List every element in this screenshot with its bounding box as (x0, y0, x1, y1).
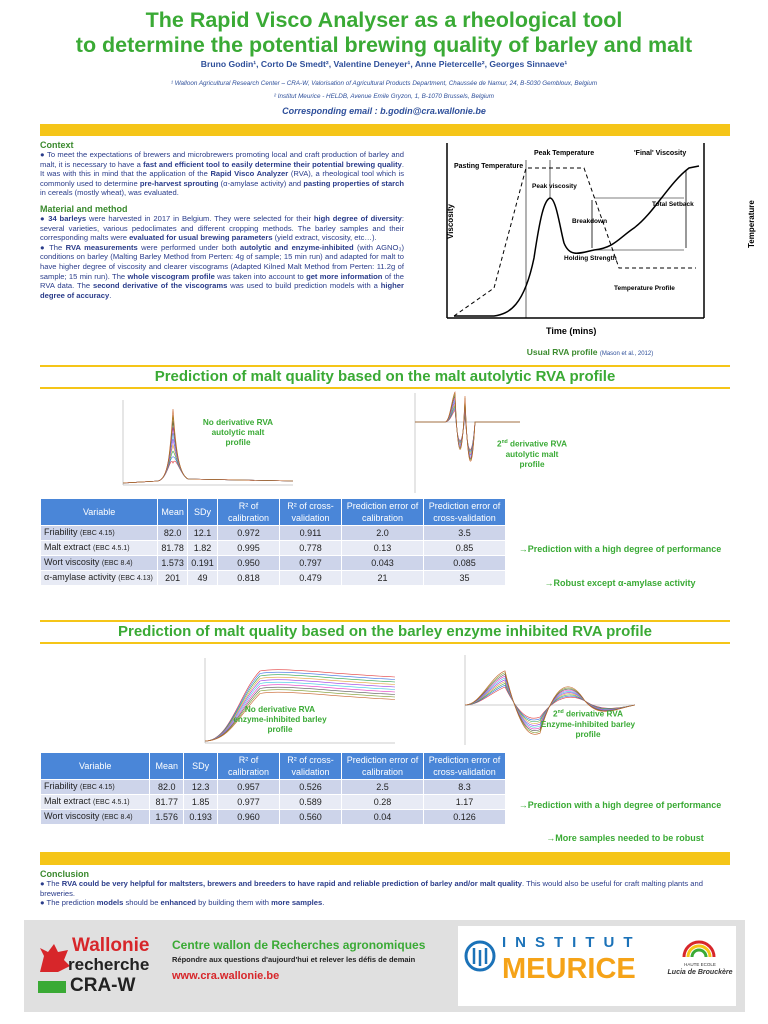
x-axis-label: Time (mins) (546, 326, 597, 336)
variable-cell: α-amylase activity (EBC 4.13) (41, 571, 158, 586)
section2-table (40, 752, 506, 825)
variable-cell: Wort viscosity (EBC 8.4) (41, 556, 158, 571)
title-line-1: The Rapid Visco Analyser as a rheological tool (145, 8, 623, 32)
value-cell: 0.043 (342, 556, 424, 571)
value-cell: 0.977 (218, 795, 280, 810)
methods-text-2: ● The RVA measurements were performed under both autolytic and enzyme-inhibited (with AGNO₃) conditions on barley (Malting Barley Method from Perten: 4g of sample; 15 min run) and adapted for malt to have higher degree of viscosity and clearer viscograms (Adapted Kilned Malt Method from Perten: 11.2g of sample; 15 min run). The whole viscogram profile was taken into account to get more information of the RVA data. The second derivative of the viscograms was used to build prediction models with a higher degree of accuracy. (40, 242, 405, 300)
title-line-2: to determine the potential brewing quality of barley and malt (75, 33, 693, 57)
s1-header: Variable (41, 499, 158, 526)
section2-label-left: No derivative RVA enzyme-inhibited barley profile (233, 705, 327, 734)
label-peak-temp: Peak Temperature (534, 150, 595, 157)
value-cell: 0.589 (280, 795, 342, 810)
value-cell: 82.0 (150, 780, 184, 795)
s1-header: Prediction error of cross-validation (424, 499, 506, 526)
section2-label-right: 2nd derivative RVA Enzyme-inhibited barley profile (540, 709, 636, 739)
s2-header: R² of cross-validation (280, 753, 342, 780)
s2-row (41, 795, 506, 810)
rva-profile-caption: Usual RVA profile (Mason et al., 2012) (526, 347, 654, 357)
s2-header: R² of calibration (218, 753, 280, 780)
value-cell: 12.3 (184, 780, 218, 795)
variable-cell: Malt extract (EBC 4.5.1) (41, 541, 158, 556)
label-breakdown: Breakdown (572, 218, 608, 225)
section1-conclusion-1: →Prediction with a high degree of performance (518, 544, 722, 554)
rooster-icon (36, 942, 72, 976)
section2-conclusion-2: →More samples needed to be robust (546, 833, 704, 843)
section1-table (40, 498, 506, 586)
value-cell: 0.957 (218, 780, 280, 795)
s2-header: Prediction error of cross-validation (424, 753, 506, 780)
value-cell: 201 (158, 571, 188, 586)
value-cell: 0.085 (424, 556, 506, 571)
value-cell: 1.576 (150, 810, 184, 825)
label-holding-strength: Holding Strength (564, 255, 617, 262)
value-cell: 0.995 (218, 541, 280, 556)
section2-conclusion-1: →Prediction with a high degree of performance (518, 800, 722, 810)
value-cell: 1.17 (424, 795, 506, 810)
s1-row (41, 541, 506, 556)
y2-axis-label: Temperature (747, 200, 756, 248)
variable-cell: Friability (EBC 4.15) (41, 526, 158, 541)
spectrum-trace (123, 445, 293, 483)
s2-header: Mean (150, 753, 184, 780)
value-cell: 3.5 (424, 526, 506, 541)
value-cell: 0.191 (188, 556, 218, 571)
value-cell: 1.573 (158, 556, 188, 571)
logo-craw: CRA-W (70, 975, 136, 996)
logo-recherche: recherche (68, 955, 150, 974)
section1-conclusion-2: →Robust except α-amylase activity (544, 578, 696, 588)
s1-header: SDy (188, 499, 218, 526)
spectrum-trace (123, 451, 293, 483)
context-heading: Context (40, 140, 74, 150)
value-cell: 0.04 (342, 810, 424, 825)
value-cell: 0.28 (342, 795, 424, 810)
value-cell: 2.5 (342, 780, 424, 795)
s1-row (41, 571, 506, 586)
value-cell: 8.3 (424, 780, 506, 795)
conclusion-text-2: ● The prediction models should be enhanced by building them with more samples. (40, 898, 325, 908)
value-cell: 82.0 (158, 526, 188, 541)
footer-tagline: Répondre aux questions d'aujourd'hui et relever les défis de demain (172, 955, 416, 964)
craw-leaf-icon (38, 981, 66, 993)
conclusion-block (40, 869, 730, 908)
context-text: ● To meet the expectations of brewers and microbrewers promoting local and craft production of barley and malt, it is necessary to have a fast and efficient tool to easily determine their potential brewing quality. It was with this in mind that the application of the Rapid Visco Analyzer (RVA), a rheological tool which is commonly used to determine pre-harvest sprouting (α-amylase activity) and pasting properties of starch in cereals (mostly wheat), was evaluated. (40, 150, 405, 198)
y-axis-label: Viscosity (446, 204, 455, 239)
s1-header: Mean (158, 499, 188, 526)
affiliation-1: ¹ Walloon Agricultural Research Center – CRA-W, Valorisation of Agricultural Products Department, Chaussée de Namur, 24, B-5030 Gembloux, Belgium (170, 80, 598, 87)
value-cell: 35 (424, 571, 506, 586)
authors: Bruno Godin¹, Corto De Smedt², Valentine Deneyer¹, Anne Pietercelle², Georges Sinnaeve¹ (200, 59, 568, 69)
meurice-emblem-icon (464, 940, 496, 972)
s2-header: Variable (41, 753, 150, 780)
value-cell: 0.526 (280, 780, 342, 795)
footer-centre: Centre wallon de Recherches agronomiques (172, 938, 426, 952)
context-block (40, 140, 404, 300)
rainbow-icon (682, 940, 716, 958)
section1-label-left: No derivative RVA autolytic malt profile (202, 418, 274, 447)
label-pasting-temp: Pasting Temperature (454, 163, 524, 170)
label-final-viscosity: 'Final' Viscosity (634, 150, 687, 157)
value-cell: 0.818 (218, 571, 280, 586)
s1-header: R² of cross-validation (280, 499, 342, 526)
rva-profile-diagram (414, 138, 756, 348)
s2-row (41, 810, 506, 825)
label-total-setback: Total Setback (652, 201, 694, 208)
value-cell: 0.560 (280, 810, 342, 825)
value-cell: 0.193 (184, 810, 218, 825)
s1-row (41, 556, 506, 571)
value-cell: 0.778 (280, 541, 342, 556)
value-cell: 0.479 (280, 571, 342, 586)
variable-cell: Friability (EBC 4.15) (41, 780, 150, 795)
value-cell: 49 (188, 571, 218, 586)
label-temperature-profile: Temperature Profile (614, 285, 675, 292)
logo-lucia: Lucia de Brouckère (667, 969, 733, 976)
conclusion-text-1: ● The RVA could be very helpful for maltsters, brewers and breeders to have rapid and reliable prediction of barley and/or malt quality. This would also be useful for craft malting plants and breweries. (40, 879, 703, 898)
value-cell: 81.78 (158, 541, 188, 556)
label-peak-viscosity: Peak viscosity (532, 183, 577, 190)
section2-banner: Prediction of malt quality based on the barley enzyme inhibited RVA profile (40, 620, 730, 644)
value-cell: 0.950 (218, 556, 280, 571)
value-cell: 0.85 (424, 541, 506, 556)
value-cell: 0.126 (424, 810, 506, 825)
logo-wallonie: Wallonie (72, 935, 150, 956)
variable-cell: Malt extract (EBC 4.5.1) (41, 795, 150, 810)
value-cell: 1.82 (188, 541, 218, 556)
value-cell: 0.797 (280, 556, 342, 571)
spectrum-trace (123, 457, 293, 483)
value-cell: 0.911 (280, 526, 342, 541)
value-cell: 12.1 (188, 526, 218, 541)
methods-heading: Material and method (40, 203, 128, 214)
s1-row (41, 526, 506, 541)
logo-institut: INSTITUT (502, 934, 642, 951)
s1-header: R² of calibration (218, 499, 280, 526)
conclusion-heading: Conclusion (40, 869, 89, 879)
value-cell: 0.960 (218, 810, 280, 825)
bottom-bar (40, 852, 730, 865)
value-cell: 81.77 (150, 795, 184, 810)
variable-cell: Wort viscosity (EBC 8.4) (41, 810, 150, 825)
affiliation-2: ² Institut Meurice - HELDB, Avenue Emile Gryzon, 1, B-1070 Brussels, Belgium (273, 93, 495, 100)
logo-haute-ecole: HAUTE ECOLE (684, 962, 716, 967)
logo-meurice: MEURICE (502, 953, 636, 985)
section1-banner: Prediction of malt quality based on the malt autolytic RVA profile (40, 365, 730, 389)
top-bar (40, 124, 730, 136)
s2-header: SDy (184, 753, 218, 780)
temperature-curve (454, 168, 696, 316)
value-cell: 0.13 (342, 541, 424, 556)
corresponding-email: Corresponding email : b.godin@cra.wallonie.be (282, 106, 486, 116)
s1-header: Prediction error of calibration (342, 499, 424, 526)
value-cell: 21 (342, 571, 424, 586)
footer-url[interactable]: www.cra.wallonie.be (172, 970, 280, 982)
value-cell: 2.0 (342, 526, 424, 541)
footer (24, 920, 745, 1012)
section1-label-right: 2nd derivative RVA autolytic malt profile (497, 439, 567, 469)
methods-text-1: ● 34 barleys were harvested in 2017 in Belgium. They were selected for their high degree of diversity: several varieties, various pedoclimates and different cropping methods. The barley samples and their corresponding malts were evaluated for usual brewing parameters (yield extract, viscosity, etc…). (40, 213, 404, 243)
s2-row (41, 780, 506, 795)
partner-logos (458, 926, 736, 1006)
s2-header: Prediction error of calibration (342, 753, 424, 780)
spectrum-trace (123, 461, 293, 483)
value-cell: 0.972 (218, 526, 280, 541)
value-cell: 1.85 (184, 795, 218, 810)
